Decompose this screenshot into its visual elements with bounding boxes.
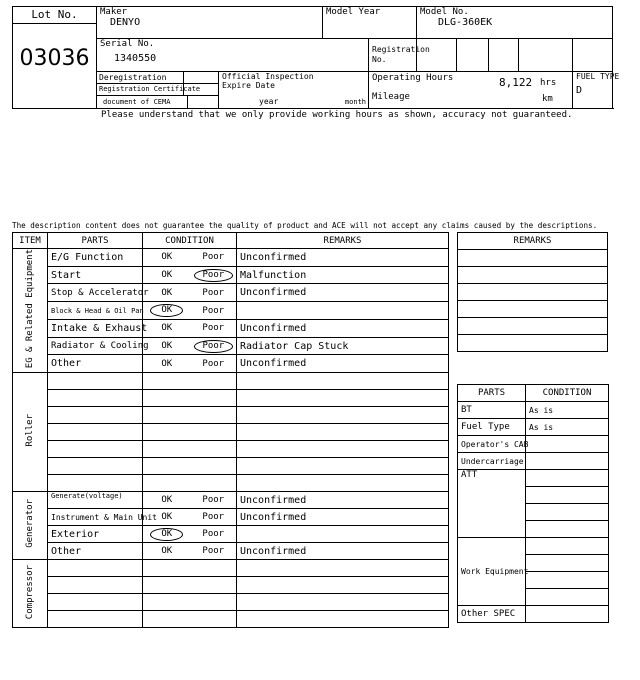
section-roller-label: Roller: [25, 413, 35, 447]
part-exterior: Exterior: [48, 526, 143, 543]
instrument-main-remark: Unconfirmed: [237, 509, 449, 526]
bt-label: BT: [458, 402, 526, 419]
fuel-type-value: D: [576, 85, 583, 96]
intake-exhaust-poor: Poor: [191, 319, 237, 337]
condition-table: [12, 232, 449, 628]
eg-other-remark: Unconfirmed: [237, 355, 449, 373]
spec-parts-header: PARTS: [458, 385, 526, 402]
maker-label: Maker: [100, 7, 128, 17]
instrument-main-ok: OK: [143, 509, 191, 526]
eg-function-ok: OK: [143, 249, 191, 267]
lot-label: Lot No.: [13, 7, 96, 24]
radiator-cooling-poor: Poor: [194, 340, 234, 353]
generate-voltage-remark: Unconfirmed: [237, 492, 449, 509]
section-eg-label: EG & Related Equipment: [25, 249, 35, 369]
part-generator-other: Other: [48, 543, 143, 560]
serial-label: Serial No.: [100, 39, 155, 49]
start-ok: OK: [143, 266, 191, 284]
eg-other-ok: OK: [143, 355, 191, 373]
generator-other-remark: Unconfirmed: [237, 543, 449, 560]
fuel-value: As is: [526, 419, 609, 436]
exterior-poor: Poor: [191, 526, 237, 543]
intake-exhaust-remark: Unconfirmed: [237, 319, 449, 337]
other-spec-label: Other SPEC: [458, 606, 526, 623]
serial-value: 1340550: [114, 53, 157, 64]
generate-voltage-poor: Poor: [191, 492, 237, 509]
intake-exhaust-ok: OK: [143, 319, 191, 337]
eg-other-poor: Poor: [191, 355, 237, 373]
exterior-ok: OK: [150, 528, 183, 541]
maker-value: DENYO: [110, 17, 141, 28]
spec-condition-header: CONDITION: [526, 385, 609, 402]
fuel-type-label: FUEL TYPE: [576, 72, 620, 81]
part-eg-function: E/G Function: [48, 249, 143, 267]
deregistration-label: Deregistration: [97, 72, 184, 83]
section-generator-label: Generator: [25, 499, 35, 549]
part-block-head: Block & Head & Oil Pan: [48, 302, 143, 320]
item-header: ITEM: [13, 233, 48, 249]
header-table: [12, 6, 620, 109]
description-notice: The description content does not guarantee the quality of product and ACE will not accept any claims caused by the descriptions.: [12, 221, 598, 230]
stop-accelerator-ok: OK: [143, 284, 191, 302]
fuel-label: Fuel Type: [458, 419, 526, 436]
inspection-label-2: Expire Date: [222, 81, 275, 90]
model-no-value: DLG-360EK: [438, 17, 493, 28]
remarks-header: REMARKS: [237, 233, 449, 249]
inspection-label: Official Inspection: [222, 72, 314, 81]
part-generate-voltage: Generate(voltage): [48, 492, 143, 509]
hours-notice: Please understand that we only provide working hours as shown, accuracy not guaranteed.: [101, 110, 573, 120]
part-eg-other: Other: [48, 355, 143, 373]
side-remarks-header: REMARKS: [458, 233, 608, 250]
radiator-cooling-ok: OK: [143, 337, 191, 355]
exterior-remark: [237, 526, 449, 543]
hrs-unit: hrs: [540, 78, 557, 88]
instrument-main-poor: Poor: [191, 509, 237, 526]
operating-hours-value: 8,122: [499, 76, 533, 89]
side-remarks-table: [457, 232, 608, 352]
eg-function-remark: Unconfirmed: [237, 249, 449, 267]
part-stop-accelerator: Stop & Accelerator: [48, 284, 143, 302]
operator-cab-label: Operator's CAB: [458, 436, 526, 453]
part-radiator-cooling: Radiator & Cooling: [48, 337, 143, 355]
section-compressor-label: Compressor: [25, 564, 35, 619]
condition-header: CONDITION: [143, 233, 237, 249]
month-label: month: [344, 98, 366, 106]
work-equipment-label: Work Equipment: [458, 538, 526, 606]
start-poor: Poor: [194, 269, 234, 282]
registration-label: Registration No.: [369, 39, 417, 72]
year-label: year: [259, 97, 279, 106]
lot-number: 03036: [19, 46, 90, 71]
att-label: ATT: [458, 470, 526, 538]
stop-accelerator-remark: Unconfirmed: [237, 284, 449, 302]
generator-other-poor: Poor: [191, 543, 237, 560]
block-head-remark: [237, 302, 449, 320]
radiator-cooling-remark: Radiator Cap Stuck: [237, 337, 449, 355]
generator-other-ok: OK: [143, 543, 191, 560]
model-no-label: Model No.: [420, 7, 469, 17]
part-instrument-main: Instrument & Main Unit: [48, 509, 143, 526]
undercarriage-label: Undercarriage: [458, 453, 526, 470]
parts-header: PARTS: [48, 233, 143, 249]
operating-hours-label: Operating Hours: [372, 73, 454, 83]
part-intake-exhaust: Intake & Exhaust: [48, 319, 143, 337]
block-head-ok: OK: [150, 304, 183, 317]
bt-value: As is: [526, 402, 609, 419]
document-cema-label: document of CEMA: [97, 96, 188, 108]
generate-voltage-ok: OK: [143, 492, 191, 509]
eg-function-poor: Poor: [191, 249, 237, 267]
part-start: Start: [48, 266, 143, 284]
stop-accelerator-poor: Poor: [191, 284, 237, 302]
registration-certificate-label: Registration Certificate: [99, 85, 201, 93]
model-year-label: Model Year: [326, 7, 381, 17]
spec-table: [457, 384, 609, 623]
block-head-poor: Poor: [191, 302, 237, 320]
mileage-label: Mileage: [372, 92, 410, 102]
km-unit: km: [542, 94, 553, 104]
start-remark: Malfunction: [237, 266, 449, 284]
